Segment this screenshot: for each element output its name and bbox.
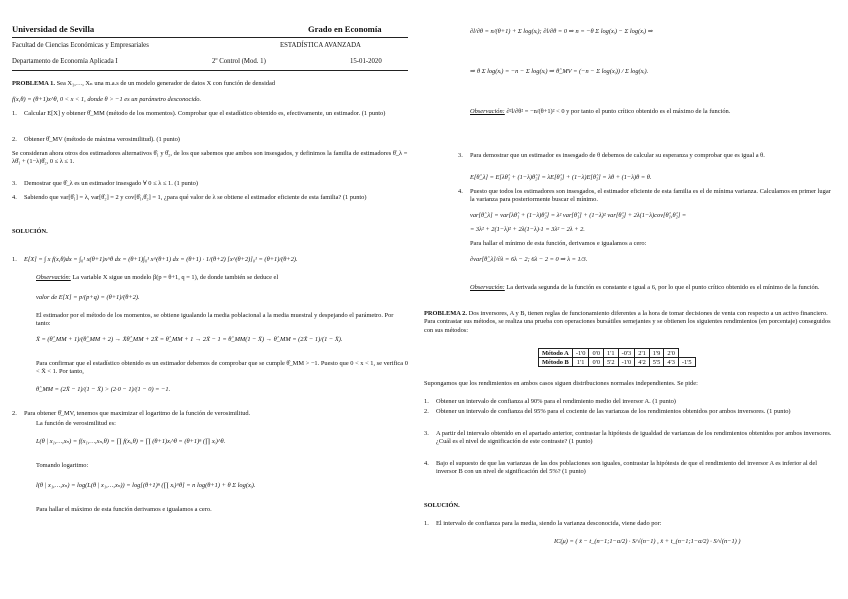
table-row [539, 349, 696, 358]
table-cell: 0'0 [589, 349, 604, 358]
sol2-likelihood-eq: L(θ | x₁,…,xₙ) = f(x₁,…,xₙ,θ) = ∏ f(xᵢ,θ) = ∏ (θ+1)xᵢ^θ = (θ+1)ⁿ (∏ xᵢ)^θ. [36, 438, 226, 445]
exam-name: 2º Control (Mod. 1) [212, 58, 266, 65]
problem1-item-4: 4. Sabiendo que var[θ̂₁] = λ, var[θ̂₂] = 2 y cov[θ̂₁,θ̂₂] = 1, ¿para qué valor de λ se obtiene el estimador eficiente de esta familia? (1 punto) [12, 194, 367, 201]
table-cell: 4'3 [664, 358, 679, 367]
problem2-intro: PROBLEMA 2. Dos inversores, A y B, tienen reglas de funcionamiento diferentes a la hora de tomar decisiones de venta con respecto a un activo financiero. Para contrastar sus métodos, se realiza una prueba con operaciones bursátiles semejantes y se obtienen los siguientes rendimientos (en porcentaje) conseguidos con sus métodos: [424, 310, 831, 334]
deriv-eq-2: ⇒ θ Σ log(xᵢ) = −n − Σ log(xᵢ) ⇒ θ̂_MV = (−n − Σ log(xᵢ)) / Σ log(xᵢ). [470, 68, 649, 75]
problem1-consider: Se consideran ahora otros dos estimadores alternativos θ̂₁ y θ̂₂, de los que sabemos que ambos son insesgados, y definimos la familia de estimadores θ̂_λ = λθ̂₁ + (1−λ)θ̂₂, 0 ≤ λ ≤ 1. [12, 150, 408, 166]
sol4-min-eq: ∂var[θ̂_λ]/∂λ = 6λ − 2; 6λ − 2 = 0 ⇒ λ = 1/3. [470, 256, 588, 263]
problem1-item-2: 2. Obtener θ̂_MV (método de máxima verosimilitud). (1 punto) [12, 136, 180, 143]
sol1-observation: Observación: La variable X sigue un modelo β(p = θ+1, q = 1), de donde también se deduce el [36, 274, 279, 281]
table-cell: 2'1 [635, 349, 650, 358]
exam-date: 15-01-2020 [350, 58, 382, 65]
table-cell: -0'3 [618, 349, 635, 358]
problem2-item-3: 3. A partir del intervalo obtenido en el apartado anterior, contrastar la hipótesis de igualdad de varianzas de los rendimientos obtenidos por ambos inversores. ¿Cuál es el nivel de significación de este contraste? (1 punto) [424, 430, 832, 446]
solution-label-1: SOLUCIÓN. [12, 228, 48, 235]
problem2-sol1-text: 1. El intervalo de confianza para la media, siendo la varianza desconocida, viene dado por: [424, 520, 662, 527]
university-name: Universidad de Sevilla [12, 24, 95, 34]
deriv-observation: Observación: ∂²l/∂θ² = −n/(θ+1)² < 0 y por tanto el punto crítico obtenido es el máximo de la función. [470, 108, 731, 115]
problem2-item-4: 4. Bajo el supuesto de que las varianzas de las dos poblaciones son iguales, contrastar la hipótesis de que el rendimiento del inversor A es inferior al del inversor B con un nivel de significación del 5%? (1 punto) [424, 460, 818, 476]
sol2-text: 2. Para obtener θ̂_MV, tenemos que maximizar el logaritmo de la función de verosimilitud. [12, 410, 251, 417]
problem1-item-1: 1. Calcular E[X] y obtener θ̂_MM (método de los momentos). Comprobar que el estadístico obtenido es, efectivamente, un estimador. (1 punto) [12, 110, 386, 117]
sol3-equation: E[θ̂_λ] = E[λθ̂₁ + (1−λ)θ̂₂] = λE[θ̂₁] + (1−λ)E[θ̂₂] = λθ + (1−λ)θ = θ. [470, 174, 652, 181]
problem2-item-2: 2. Obtener un intervalo de confianza del 95% para el cociente de las varianzas de los rendimientos obtenidos por ambos inversores. (1 punto) [424, 408, 791, 415]
sol2-max-text: Para hallar el máximo de esta función derivamos e igualamos a cero. [36, 506, 212, 513]
sol4-text: 4. Puesto que todos los estimadores son insesgados, el estimador eficiente de esta familia es el de mínima varianza. Calculamos en primer lugar la varianza para posteriormente buscar el mínimo. [458, 188, 831, 204]
table-cell: 1'1 [604, 349, 619, 358]
sol3-text: 3. Para demostrar que un estimador es insesgado de θ debemos de calcular su esperanza y comprobar que es igual a θ. [458, 152, 765, 159]
table-cell: 1'1 [572, 358, 589, 367]
problem2-item-1: 1. Obtener un intervalo de confianza al 90% para el rendimiento medio del inversor A. (1 punto) [424, 398, 676, 405]
table-cell: -1'5 [678, 358, 695, 367]
problem2-suppose: Supongamos que los rendimientos en ambos casos siguen distribuciones normales independientes. Se pide: [424, 380, 698, 387]
table-cell: -1'0 [572, 349, 589, 358]
header-rule [12, 37, 408, 38]
sol1-confirm-equation: θ̂_MM = (2X̄ − 1)/(1 − X̄) > (2·0 − 1)/(1 − 0) = −1. [36, 386, 171, 393]
sol4-eq-2: = 3λ² + 2(1−λ)² + 2λ(1−λ)·1 = 3λ² − 2λ + 2. [470, 226, 585, 233]
sol2-log-label: Tomando logaritmo: [36, 462, 89, 469]
degree-name: Grado en Economía [308, 24, 382, 34]
sol4-observation: Observación: La derivada segunda de la función es constante e igual a 6, por lo que el punto crítico obtenido es el mínimo de la función. [470, 284, 820, 291]
sol2-likelihood-label: La función de verosimilitud es: [36, 420, 116, 427]
table-cell: 2'0 [664, 349, 679, 358]
sol1-confirm: Para confirmar que el estadístico obtenido es un estimador debemos de comprobar que se cumple θ̂_MM > −1. Puesto que 0 < x < 1, se verifica 0 < X̄ < 1. Por tanto, [36, 360, 408, 376]
table-row-label: Método A [539, 349, 573, 358]
sol4-eq-1: var[θ̂_λ] = var[λθ̂₁ + (1−λ)θ̂₂] = λ² var[θ̂₁] + (1−λ)² var[θ̂₂] + 2λ(1−λ)cov[θ̂₁,θ̂₂] = [470, 212, 687, 219]
sol2-log-eq: l(θ | x₁,…,xₙ) = log(L(θ | x₁,…,xₙ)) = log[(θ+1)ⁿ (∏ xᵢ)^θ] = n log(θ+1) + θ Σ log(xᵢ). [36, 482, 256, 489]
problem1-intro [12, 80, 408, 88]
table-cell: 0'0 [589, 358, 604, 367]
table-row [539, 358, 696, 367]
course-name: ESTADÍSTICA AVANZADA [280, 42, 361, 49]
department-name: Departamento de Economía Aplicada I [12, 58, 118, 65]
table-cell: 1'9 [649, 349, 664, 358]
problem1-density: f(x,θ) = (θ+1)x^θ, 0 < x < 1, donde θ > −1 es un parámetro desconocido. [12, 96, 202, 103]
table-cell: 4'2 [635, 358, 650, 367]
deriv-eq-1: ∂l/∂θ = n/(θ+1) + Σ log(xᵢ); ∂l/∂θ = 0 ⇒ n = −θ Σ log(xᵢ) − Σ log(xᵢ) ⇒ [470, 28, 654, 35]
table-cell [678, 349, 695, 358]
table-cell: 5'2 [604, 358, 619, 367]
confidence-interval-eq: IC(μ) = ( x̄ − t_(n−1;1−α/2) · S/√(n−1) , x̄ + t_(n−1;1−α/2) · S/√(n−1) ) [554, 538, 741, 545]
table-cell: 5'5 [649, 358, 664, 367]
problem1-title: PROBLEMA 1. [12, 80, 55, 87]
sol1-eq1: 1. E[X] = ∫ x f(x,θ)dx = ∫₀¹ x(θ+1)x^θ dx = (θ+1)∫₀¹ x^(θ+1) dx = (θ+1) · 1/(θ+2) [x^(θ+2)]₀¹ = (θ+1)/(θ+2). [12, 256, 298, 263]
table-cell: -1'0 [618, 358, 635, 367]
faculty-name: Facultad de Ciencias Económicas y Empresariales [12, 42, 149, 49]
sol1-observation-2: valor de E[X] = p/(p+q) = (θ+1)/(θ+2). [36, 294, 140, 301]
problem1-item-3: 3. Demostrar que θ̂_λ es un estimador insesgado ∀ 0 ≤ λ ≤ 1. (1 punto) [12, 180, 199, 187]
sol1-mm-equation: X̄ = (θ̂_MM + 1)/(θ̂_MM + 2) → X̄θ̂_MM + 2X̄ = θ̂_MM + 1 → 2X̄ − 1 = θ̂_MM(1 − X̄) → θ̂_MM = (2X̄ − 1)/(1 − X̄). [36, 336, 343, 343]
header-rule-2 [12, 70, 408, 71]
solution-label-2: SOLUCIÓN. [424, 502, 460, 509]
sol1-mm-text: El estimador por el método de los momentos, se obtiene igualando la media poblacional a la media muestral y despejando el parámetro. Por tanto: [36, 312, 394, 328]
sol4-min-text: Para hallar el mínimo de esta función, derivamos e igualamos a cero: [470, 240, 647, 247]
table-row-label: Método B [539, 358, 573, 367]
problem1-intro-text: Sea X₁,…, Xₙ una m.a.s de un modelo generador de datos X con función de densidad [56, 80, 276, 87]
returns-table [538, 348, 696, 367]
